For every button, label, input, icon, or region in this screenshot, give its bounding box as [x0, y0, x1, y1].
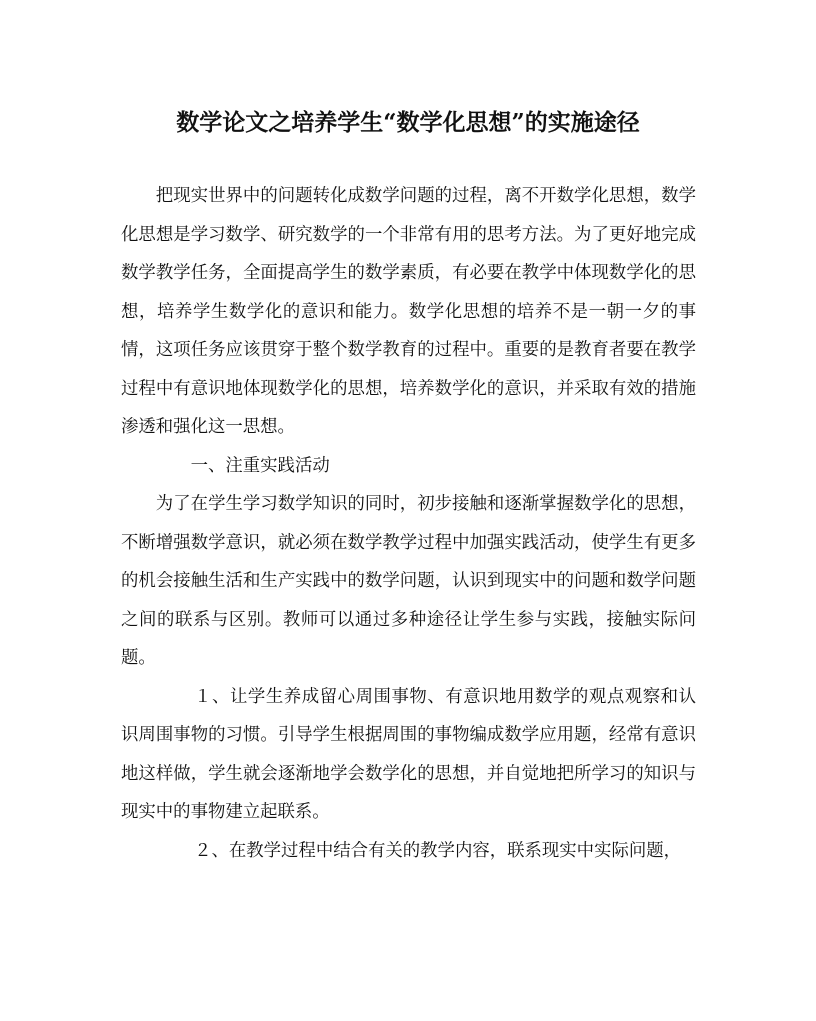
intro-paragraph: 把现实世界中的问题转化成数学问题的过程，离不开数学化思想，数学化思想是学习数学、研究数学的一个非常有用的思考方法。为了更好地完成数学教学任务，全面提高学生的数学素质，有必要在教学中体现数学化的思想，培养学生数学化的意识和能力。数学化思想的培养不是一朝一夕的事情，这项任务应该贯穿于整个数学教育的过程中。重要的是教育者要在教学过程中有意识地体现数学化的思想，培养数学化的意识，并采取有效的措施渗透和强化这一思想。: [121, 186, 696, 437]
section-paragraph: 为了在学生学习数学知识的同时，初步接触和逐渐掌握数学化的思想，不断增强数学意识，就必须在数学教学过程中加强实践活动，使学生有更多的机会接触生活和生产实践中的数学问题，认识到现实中的问题和数学问题之间的联系与区别。教师可以通过多种途径让学生参与实践，接触实际问题。: [121, 494, 696, 668]
section-heading: 一、注重实践活动: [190, 455, 330, 476]
list-item-1: １、让学生养成留心周围事物、有意识地用数学的观点观察和认识周围事物的习惯。引导学生根据周围的事物编成数学应用题，经常有意识地这样做，学生就会逐渐地学会数学化的思想，并自觉地把所学习的知识与现实中的事物建立起联系。: [121, 686, 696, 822]
document-body: [121, 177, 696, 870]
document-title: 数学论文之培养学生“数学化思想”的实施途径: [176, 109, 640, 136]
list-item-2: ２、在教学过程中结合有关的教学内容，联系现实中实际问题，: [194, 840, 682, 861]
